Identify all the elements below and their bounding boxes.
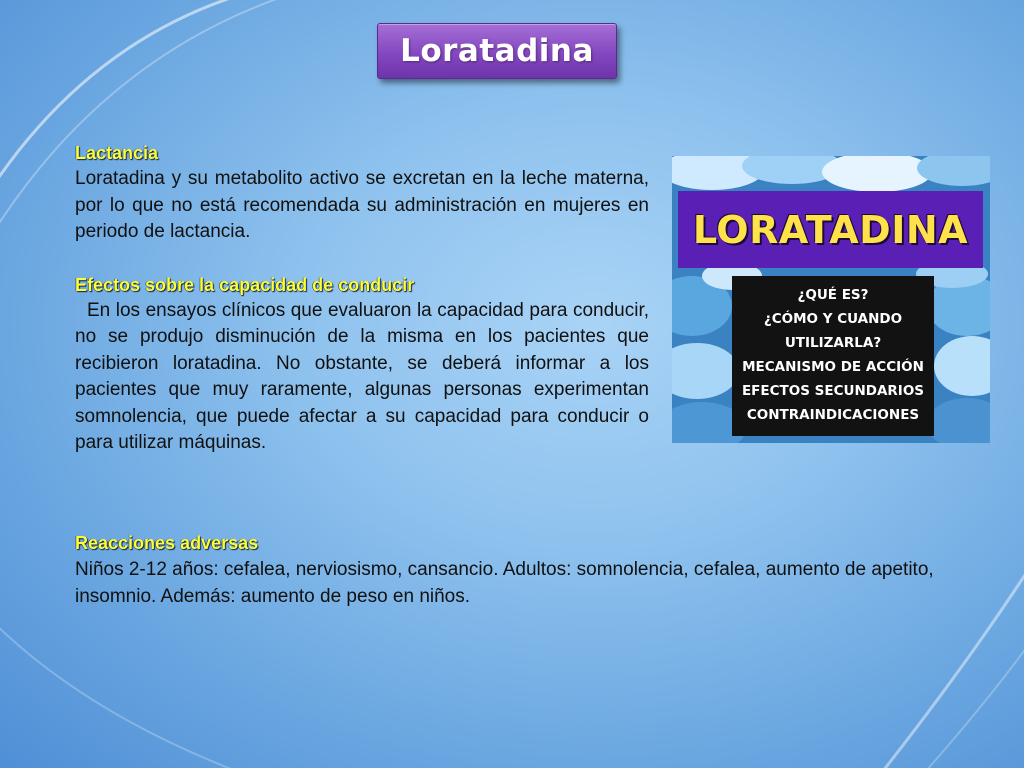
section-body: Niños 2-12 años: cefalea, nerviosismo, cansancio. Adultos: somnolencia, cefalea, aumento de apetito, insomnio. Además: aumento de peso en niños. [75, 559, 934, 607]
image-banner [678, 191, 983, 268]
title-box [377, 23, 617, 79]
image-line: ¿CÓMO Y CUANDO [763, 311, 903, 327]
section-reacciones [75, 530, 1005, 610]
section-body: En los ensayos clínicos que evaluaron la capacidad para conducir, no se produjo disminución de la misma en los pacientes que recibieron loratadina. No obstante, se deberá informar a los pacientes que muy raramente, algunas personas experimentan somnolencia, que puede afectar a su capacidad para conducir o para utilizar máquinas. [75, 299, 649, 453]
image-line: CONTRAINDICACIONES [746, 407, 920, 423]
image-text-box [732, 276, 934, 436]
image-banner-text: LORATADINA [692, 207, 969, 252]
image-line: UTILIZARLA? [784, 335, 882, 351]
image-line: ¿QUÉ ES? [797, 287, 869, 303]
loratadina-image [672, 156, 990, 443]
section-lactancia [75, 140, 649, 246]
text-column [75, 140, 649, 457]
image-line: EFECTOS SECUNDARIOS [741, 383, 925, 399]
slide-title: Loratadina [400, 33, 594, 69]
section-heading: Reacciones adversas [75, 533, 259, 553]
image-line: MECANISMO DE ACCIÓN [742, 359, 924, 375]
section-heading: Lactancia [75, 143, 159, 163]
section-heading: Efectos sobre la capacidad de conducir [75, 274, 415, 295]
section-body: Loratadina y su metabolito activo se excretan en la leche materna, por lo que no está recomendada su administración en mujeres en periodo de lactancia. [75, 168, 649, 242]
section-conducir [75, 272, 649, 457]
